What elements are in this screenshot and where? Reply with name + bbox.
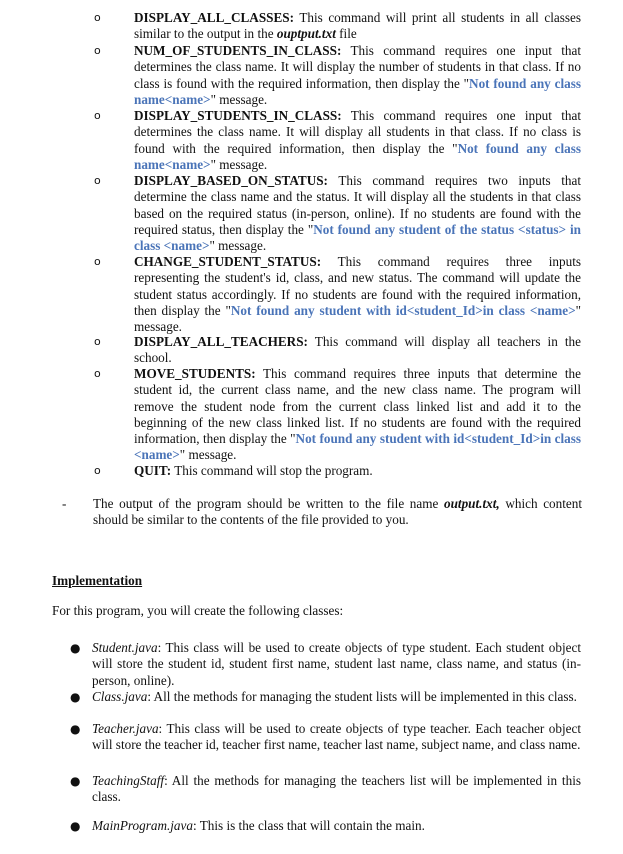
command-name: DISPLAY_ALL_CLASSES:	[134, 10, 295, 25]
message-text: Not found any class name<name>	[134, 140, 581, 172]
command-text: This command requires one input that determines the class name. It will display the number of students in that class. If no class is found with the required information, then display the "	[134, 43, 581, 91]
class-item	[70, 773, 581, 806]
class-description: : All the methods for managing the teachers list will be implemented in this class.	[92, 773, 581, 805]
command-text: This command will print all students in all classes similar to the output in the	[134, 10, 581, 42]
message-text: Not found any student with id<student_Id>in class <name>	[134, 431, 582, 463]
command-text-tail: file	[335, 26, 357, 42]
command-name: DISPLAY_ALL_TEACHERS:	[134, 334, 308, 349]
class-description: : All the methods for managing the student lists will be implemented in this class.	[147, 689, 577, 704]
class-item	[70, 640, 581, 689]
output-note-text: The output of the program should be written to the file name	[93, 496, 444, 511]
bullet-dot-icon: ●	[70, 774, 81, 788]
class-item	[70, 818, 581, 834]
command-item	[94, 366, 582, 464]
circle-bullet-icon: o	[94, 174, 101, 187]
command-name: QUIT:	[134, 463, 172, 478]
class-name: TeachingStaff	[92, 773, 165, 788]
message-text: Not found any class name<name>	[134, 75, 581, 107]
message-text: Not found any student with id<student_Id>in class <name>	[230, 302, 576, 318]
class-name: Teacher.java	[92, 721, 159, 736]
class-item	[70, 721, 581, 754]
command-name: MOVE_STUDENTS:	[134, 366, 256, 381]
command-item	[94, 254, 582, 335]
command-item	[94, 334, 581, 367]
circle-bullet-icon: o	[94, 464, 101, 477]
output-note	[62, 496, 582, 529]
message-text: Not found any student of the status <status> in class <name>	[134, 221, 581, 254]
command-item	[94, 108, 581, 173]
class-item	[70, 689, 581, 705]
command-item	[94, 43, 581, 108]
command-name: DISPLAY_BASED_ON_STATUS:	[134, 173, 328, 188]
class-name: Student.java	[92, 640, 158, 655]
class-name: MainProgram.java	[92, 818, 193, 833]
command-text-tail: " message.	[179, 447, 237, 463]
circle-bullet-icon: o	[94, 255, 101, 268]
section-intro: For this program, you will create the following classes:	[52, 603, 344, 618]
command-text-tail: " message.	[134, 302, 582, 335]
circle-bullet-icon: o	[94, 44, 101, 57]
command-text: This command will stop the program.	[174, 463, 373, 478]
class-description: : This class will be used to create objects of type student. Each student object will store the student id, student first name, student last name, class name, and status (in-person, online).	[92, 640, 581, 688]
circle-bullet-icon: o	[94, 335, 101, 348]
command-text: This command requires two inputs that determine the class name and the status. It will display all the students in that class based on the required status (in-person, online). If no students are found with the required status, then display the "	[134, 173, 581, 237]
command-name: DISPLAY_STUDENTS_IN_CLASS:	[134, 108, 342, 123]
circle-bullet-icon: o	[94, 367, 101, 380]
command-text-tail: " message.	[210, 91, 268, 107]
file-name: ouptput.txt	[276, 26, 336, 42]
command-item	[94, 463, 581, 479]
class-description: : This is the class that will contain the main.	[192, 818, 425, 833]
command-text: This command will display all teachers in the school.	[134, 334, 581, 366]
section-heading: Implementation	[52, 573, 143, 588]
circle-bullet-icon: o	[94, 109, 101, 122]
bullet-dot-icon: ●	[70, 819, 81, 833]
command-item	[94, 173, 581, 254]
class-name: Class.java	[92, 689, 148, 704]
circle-bullet-icon: o	[94, 11, 101, 24]
command-name: CHANGE_STUDENT_STATUS:	[134, 254, 322, 269]
command-text: This command requires three inputs that determine the student id, the current class name, and the new class name. The program will remove the student node from the current class linked list and add it to the beginning of the new class linked list. If no students are found with the required information, then display the "	[134, 366, 581, 447]
dash-bullet: -	[62, 496, 67, 511]
bullet-dot-icon: ●	[70, 722, 81, 736]
command-text-tail: " message.	[209, 238, 267, 254]
bullet-dot-icon: ●	[70, 641, 81, 655]
output-note-tail: which content should be similar to the contents of the file provided to you.	[93, 496, 583, 528]
command-item	[94, 10, 581, 43]
bullet-dot-icon: ●	[70, 690, 81, 704]
command-text: This command requires three inputs representing the student's id, class, and new status. The command will update the student status accordingly. If no students are found with the required information, then display the "	[134, 254, 581, 318]
command-name: NUM_OF_STUDENTS_IN_CLASS:	[134, 43, 342, 58]
command-text: This command requires one input that determines the class name. It will display all students in that class. If no class is found with the required information, then display the "	[134, 108, 581, 156]
file-name: output.txt,	[444, 496, 500, 511]
command-text-tail: " message.	[210, 156, 268, 172]
class-description: : This class will be used to create objects of type teacher. Each teacher object will store the teacher id, teacher first name, teacher last name, subject name, and class name.	[92, 721, 581, 753]
